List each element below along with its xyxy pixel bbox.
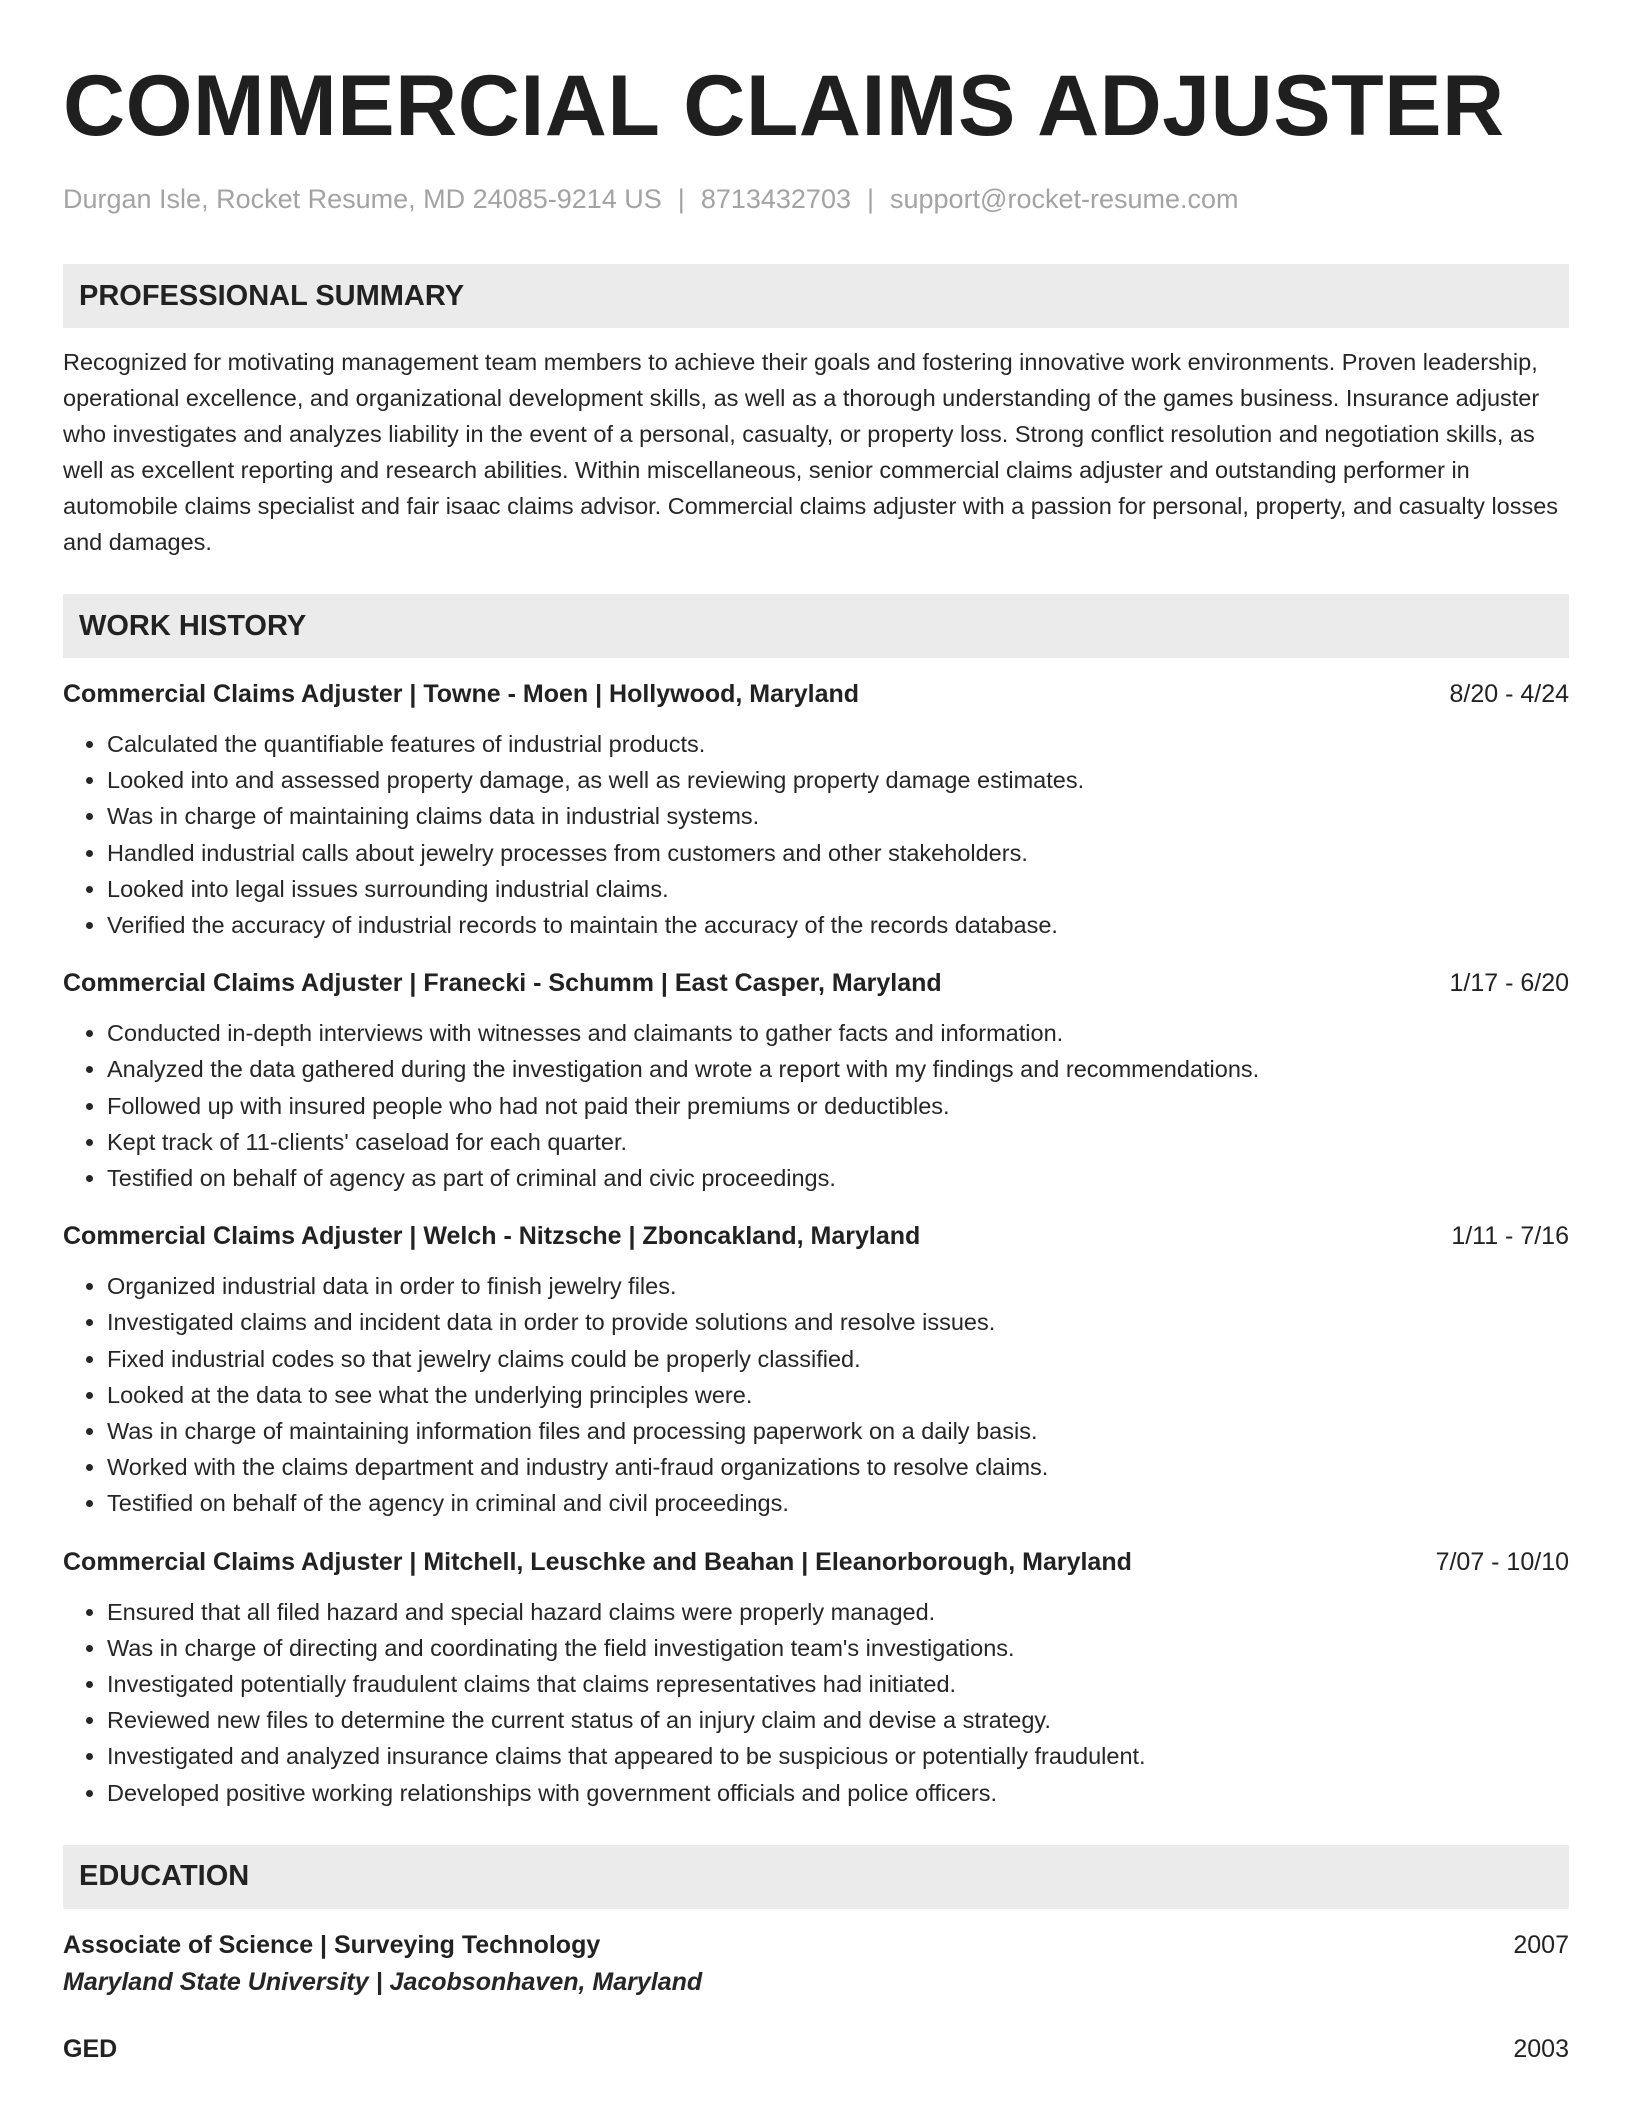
job-bullet: • Reviewed new files to determine the current status of an injury claim and devise a strategy. (107, 1702, 1569, 1738)
job-bullet: • Verified the accuracy of industrial records to maintain the accuracy of the records database. (107, 907, 1569, 943)
job-entry (63, 1218, 1569, 1521)
job-bullet: • Was in charge of directing and coordinating the field investigation team's investigations. (107, 1630, 1569, 1666)
job-title: Commercial Claims Adjuster | Welch - Nitzsche | Zboncakland, Maryland (63, 1222, 921, 1251)
section-heading-education: EDUCATION (63, 1845, 1569, 1909)
contact-phone: 8713432703 (700, 184, 851, 214)
education-year: 2007 (1513, 1930, 1569, 1959)
education-entry (63, 1927, 1569, 2001)
job-dates: 7/07 - 10/10 (1435, 1547, 1569, 1576)
job-header (63, 1218, 1569, 1254)
job-title: Commercial Claims Adjuster | Franecki - Schumm | East Casper, Maryland (63, 969, 942, 998)
job-bullet: • Investigated claims and incident data in order to provide solutions and resolve issues. (107, 1304, 1569, 1340)
education-entry (63, 2031, 1569, 2067)
job-bullet: • Fixed industrial codes so that jewelry claims could be properly classified. (107, 1341, 1569, 1377)
section-heading-summary: PROFESSIONAL SUMMARY (63, 264, 1569, 328)
job-bullets (63, 1015, 1569, 1196)
job-bullet: • Was in charge of maintaining claims data in industrial systems. (107, 798, 1569, 834)
job-bullets (63, 726, 1569, 943)
contact-separator: | (677, 184, 685, 214)
job-title: Commercial Claims Adjuster | Towne - Moen | Hollywood, Maryland (63, 680, 860, 708)
contact-email: support@rocket-resume.com (890, 184, 1239, 214)
job-bullets (63, 1268, 1569, 1521)
job-bullets (63, 1594, 1569, 1811)
job-bullet: • Followed up with insured people who had not paid their premiums or deductibles. (107, 1088, 1569, 1124)
job-bullet: • Organized industrial data in order to finish jewelry files. (107, 1268, 1569, 1304)
contact-separator: | (866, 184, 874, 214)
resume-name: COMMERCIAL CLAIMS ADJUSTER (63, 58, 1505, 154)
education-degree: Associate of Science | Surveying Technology (63, 1930, 601, 1959)
work-history-list (63, 676, 1569, 1811)
job-title: Commercial Claims Adjuster | Mitchell, Leuschke and Beahan | Eleanorborough, Maryland (63, 1547, 1132, 1576)
job-header (63, 965, 1569, 1001)
job-bullet: • Handled industrial calls about jewelry processes from customers and other stakeholders. (107, 835, 1569, 871)
contact-line (63, 182, 1569, 216)
job-bullet: • Was in charge of maintaining information files and processing paperwork on a daily basis. (107, 1413, 1569, 1449)
job-bullet: • Testified on behalf of agency as part of criminal and civic proceedings. (107, 1160, 1569, 1196)
job-bullet: • Investigated potentially fraudulent claims that claims representatives had initiated. (107, 1666, 1569, 1702)
job-entry (63, 676, 1569, 943)
job-dates: 1/17 - 6/20 (1449, 969, 1569, 998)
education-header (63, 1927, 1569, 1963)
job-bullet: • Analyzed the data gathered during the investigation and wrote a report with my findings and recommendations. (107, 1051, 1569, 1087)
job-entry (63, 1544, 1569, 1811)
job-header (63, 676, 1569, 712)
job-bullet: • Looked into legal issues surrounding industrial claims. (107, 871, 1569, 907)
education-degree: GED (63, 2034, 118, 2063)
job-dates: 1/11 - 7/16 (1451, 1222, 1569, 1251)
job-bullet: • Calculated the quantifiable features of industrial products. (107, 726, 1569, 762)
education-header (63, 2031, 1569, 2067)
job-bullet: • Conducted in-depth interviews with witnesses and claimants to gather facts and information. (107, 1015, 1569, 1051)
job-header (63, 1544, 1569, 1580)
job-entry (63, 965, 1569, 1196)
education-list (63, 1927, 1569, 2067)
education-year: 2003 (1513, 2034, 1569, 2063)
job-bullet: • Ensured that all filed hazard and special hazard claims were properly managed. (107, 1594, 1569, 1630)
job-bullet: • Looked at the data to see what the underlying principles were. (107, 1377, 1569, 1413)
job-bullet: • Looked into and assessed property damage, as well as reviewing property damage estimates. (107, 762, 1569, 798)
job-bullet: • Worked with the claims department and industry anti-fraud organizations to resolve claims. (107, 1449, 1569, 1485)
contact-address: Durgan Isle, Rocket Resume, MD 24085-9214 US (63, 184, 662, 214)
job-bullet: • Investigated and analyzed insurance claims that appeared to be suspicious or potentially fraudulent. (107, 1738, 1569, 1774)
education-school: Maryland State University | Jacobsonhaven, Maryland (63, 1967, 703, 1996)
section-heading-work: WORK HISTORY (63, 594, 1569, 658)
summary-text: Recognized for motivating management team members to achieve their goals and fostering innovative work environments. Proven leadership, operational excellence, and organizational development skills, as well as a thorough understanding of the games business. Insurance adjuster who investigates and analyzes liability in the event of a personal, casualty, or property loss. Strong conflict resolution and negotiation skills, as well as excellent reporting and research abilities. Within miscellaneous, senior commercial claims adjuster and outstanding performer in automobile claims specialist and fair isaac claims advisor. Commercial claims adjuster with a passion for personal, property, and casualty losses and damages. (63, 349, 1559, 555)
job-bullet: • Developed positive working relationships with government officials and police officers. (107, 1775, 1569, 1811)
job-bullet: • Kept track of 11-clients' caseload for each quarter. (107, 1124, 1569, 1160)
job-bullet: • Testified on behalf of the agency in criminal and civil proceedings. (107, 1485, 1569, 1521)
job-dates: 8/20 - 4/24 (1449, 680, 1569, 708)
